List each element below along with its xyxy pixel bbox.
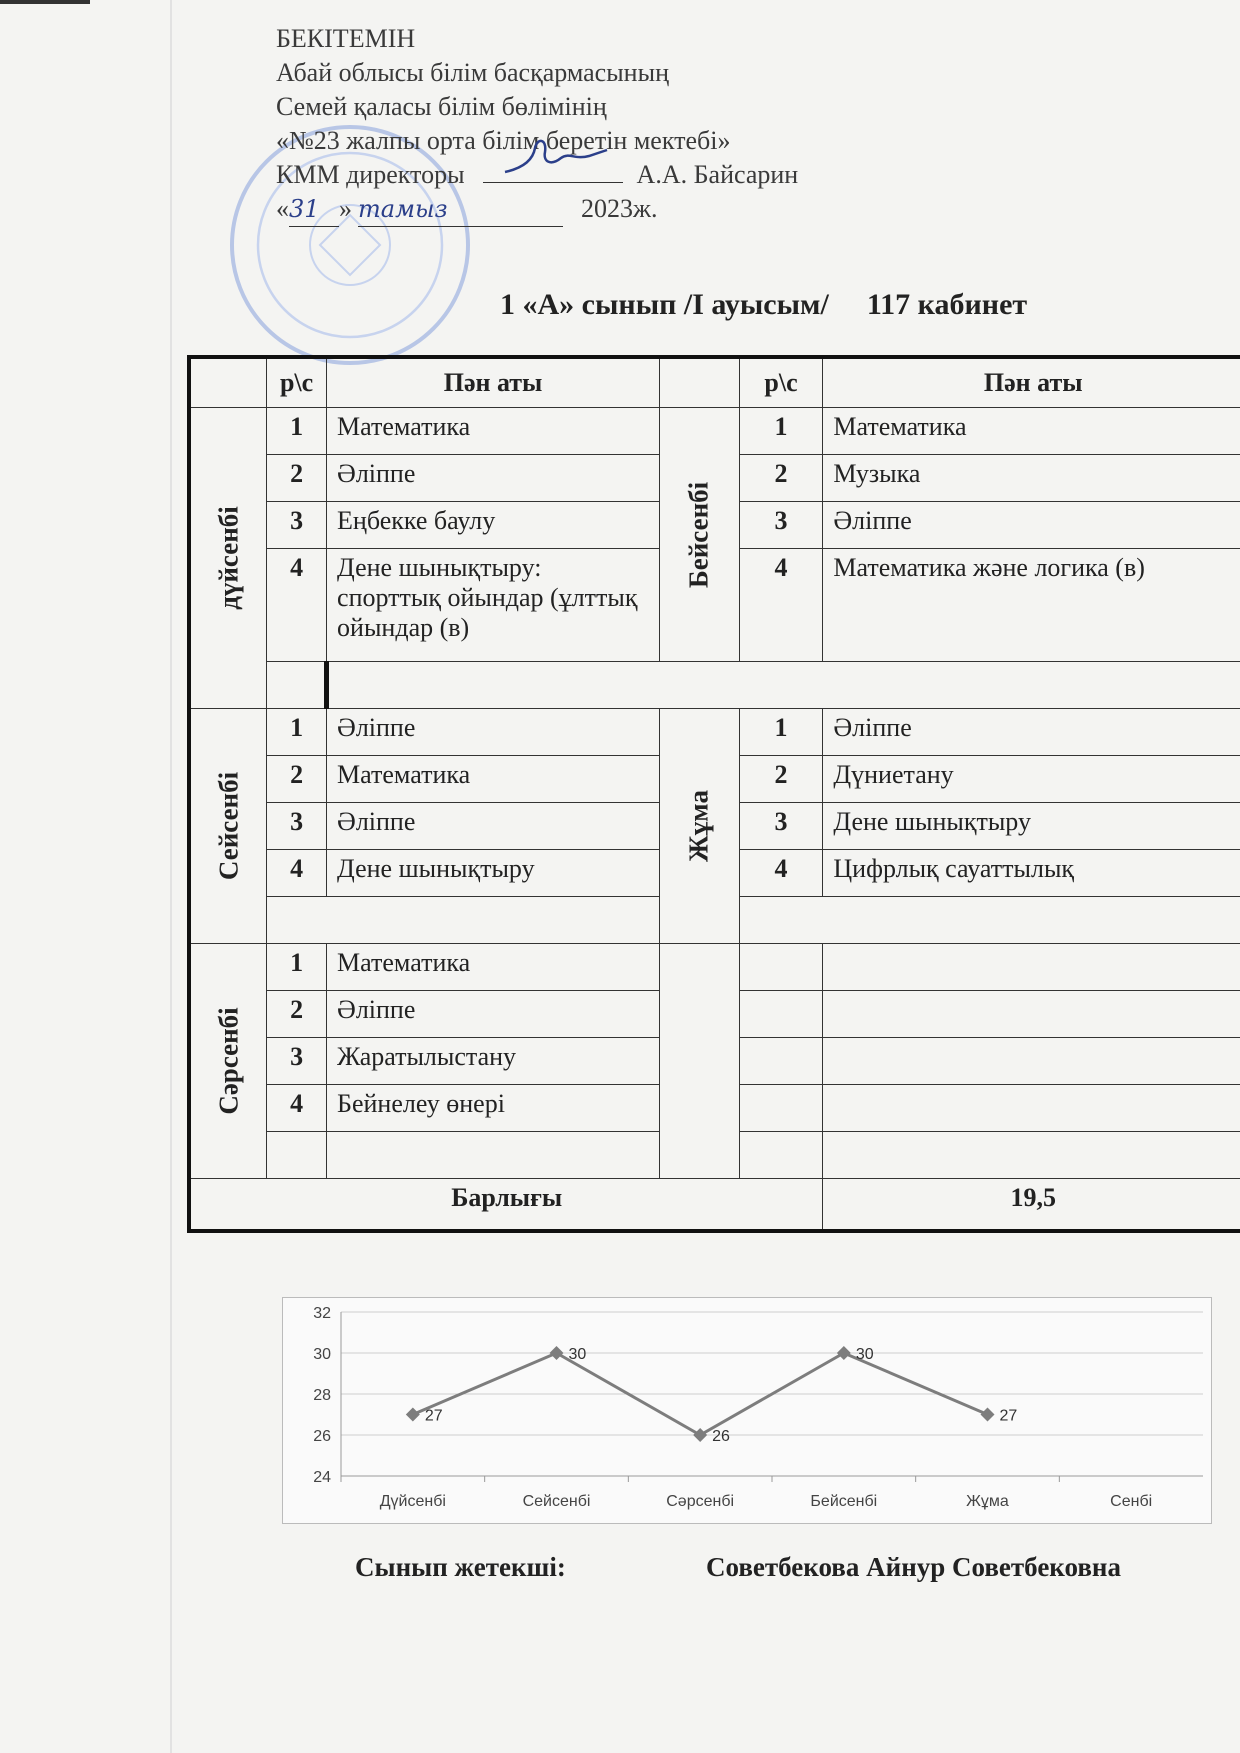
director-name: А.А. Байсарин <box>636 160 799 189</box>
lesson-number: 3 <box>267 803 327 850</box>
lesson-subject: Дене шынықтыру <box>327 850 660 897</box>
data-label: 27 <box>999 1407 1018 1425</box>
empty-cell <box>739 1132 823 1179</box>
lesson-subject: Цифрлық сауаттылық <box>823 850 1240 897</box>
y-tick-label: 30 <box>313 1346 331 1363</box>
lesson-subject: Әліппе <box>327 709 660 756</box>
lesson-subject: Математика <box>327 408 660 455</box>
y-tick-label: 32 <box>313 1305 331 1322</box>
data-label: 26 <box>712 1428 730 1445</box>
y-tick-label: 24 <box>313 1469 331 1486</box>
empty-day-cell <box>660 944 740 1179</box>
lesson-number: 1 <box>267 709 327 756</box>
lesson-subject: Жаратылыстану <box>327 1038 660 1085</box>
lesson-number: 3 <box>739 502 823 549</box>
x-tick-label: Сенбі <box>1110 1493 1153 1510</box>
empty-cell <box>267 897 660 944</box>
approval-org-region: Абай облысы білім басқармасының <box>276 58 669 87</box>
y-tick-label: 28 <box>313 1387 331 1404</box>
lesson-number: 3 <box>267 1038 327 1085</box>
empty-cell <box>327 662 1240 709</box>
data-point <box>981 1408 995 1422</box>
lesson-number: 1 <box>739 709 823 756</box>
lesson-number: 4 <box>267 850 327 897</box>
scan-edge <box>0 0 90 4</box>
table-row <box>189 709 1240 756</box>
class-teacher-name: Советбекова Айнур Советбековна <box>706 1552 1121 1582</box>
director-signature <box>493 130 613 180</box>
lesson-number: 2 <box>267 991 327 1038</box>
data-point <box>550 1346 564 1360</box>
empty-cell <box>739 991 823 1038</box>
lesson-subject: Еңбекке баулу <box>327 502 660 549</box>
empty-cell <box>823 1085 1240 1132</box>
hours-chart <box>282 1297 1212 1524</box>
empty-cell <box>267 662 327 709</box>
approval-org-city: Семей қаласы білім бөлімінің <box>276 92 607 121</box>
data-point <box>406 1408 420 1422</box>
hours-line-chart <box>283 1298 1211 1523</box>
class-teacher-label: Сынып жетекші: <box>355 1552 566 1582</box>
lesson-number: 1 <box>739 408 823 455</box>
lesson-number: 2 <box>267 756 327 803</box>
lesson-subject: Математика және логика (в) <box>823 549 1240 662</box>
lesson-number: 4 <box>267 1085 327 1132</box>
lesson-subject: Әліппе <box>823 709 1240 756</box>
data-label: 27 <box>424 1407 443 1425</box>
lesson-subject: Математика <box>327 756 660 803</box>
table-row <box>189 944 1240 991</box>
lesson-number: 2 <box>739 756 823 803</box>
table-header-row <box>189 357 1240 408</box>
lesson-subject: Музыка <box>823 455 1240 502</box>
lesson-number: 3 <box>267 502 327 549</box>
fold-line <box>170 0 172 1753</box>
class-shift: 1 «А» сынып /І ауысым/ <box>500 288 829 321</box>
empty-cell <box>739 944 823 991</box>
lesson-number: 2 <box>267 455 327 502</box>
lesson-subject: Әліппе <box>327 991 660 1038</box>
date-day: 31 <box>289 195 320 223</box>
lesson-subject: Әліппе <box>327 455 660 502</box>
empty-cell <box>739 1038 823 1085</box>
lesson-number: 4 <box>739 549 823 662</box>
lesson-subject: Дүниетану <box>823 756 1240 803</box>
empty-cell <box>823 1132 1240 1179</box>
day-thursday: Бейсенбі <box>660 408 740 662</box>
header-num-left: р\с <box>267 357 327 408</box>
lesson-number: 2 <box>739 455 823 502</box>
data-label: 30 <box>855 1346 874 1363</box>
header-subject-left: Пән аты <box>327 357 660 408</box>
approval-title: БЕКІТЕМІН <box>276 24 416 53</box>
date-month: тамыз <box>358 195 448 223</box>
lesson-subject: Әліппе <box>327 803 660 850</box>
empty-cell <box>823 944 1240 991</box>
date-open-quote: « <box>276 194 289 223</box>
table-row <box>189 408 1240 455</box>
lesson-number: 4 <box>739 850 823 897</box>
day-wednesday: Сәрсенбі <box>189 944 267 1179</box>
empty-cell <box>739 897 1240 944</box>
header-num-right: р\с <box>739 357 823 408</box>
lesson-number: 1 <box>267 408 327 455</box>
header-day-left <box>189 357 267 408</box>
y-tick-label: 26 <box>313 1428 331 1445</box>
lesson-number: 3 <box>739 803 823 850</box>
lesson-subject: Математика <box>327 944 660 991</box>
lesson-subject: Математика <box>823 408 1240 455</box>
lesson-number: 4 <box>267 549 327 662</box>
lesson-subject: Дене шынықтыру <box>823 803 1240 850</box>
table-row-empty <box>189 662 1240 709</box>
lesson-subject: Дене шынықтыру: спорттық ойындар (ұлттық ойындар (в) <box>327 549 660 662</box>
empty-cell <box>327 1132 660 1179</box>
date-close-quote: » <box>339 194 352 223</box>
empty-cell <box>267 1132 327 1179</box>
day-monday: дүйсенбі <box>189 408 267 709</box>
data-point <box>837 1346 851 1360</box>
approval-block <box>276 22 798 227</box>
director-label: КММ директоры <box>276 160 465 189</box>
total-label: Барлығы <box>189 1179 823 1232</box>
lesson-subject: Әліппе <box>823 502 1240 549</box>
header-subject-right: Пән аты <box>823 357 1240 408</box>
lesson-subject: Бейнелеу өнері <box>327 1085 660 1132</box>
schedule-table <box>187 355 1240 1233</box>
x-tick-label: Жұма <box>966 1493 1009 1510</box>
schedule-heading <box>500 288 1027 322</box>
lesson-number: 1 <box>267 944 327 991</box>
x-tick-label: Сейсенбі <box>522 1493 591 1510</box>
room-number: 117 кабинет <box>866 288 1028 321</box>
x-tick-label: Бейсенбі <box>810 1493 878 1510</box>
total-row <box>189 1179 1240 1232</box>
header-day-right <box>660 357 740 408</box>
day-friday: Жұма <box>660 709 740 944</box>
date-month-field <box>358 192 563 227</box>
x-tick-label: Дүйсенбі <box>379 1493 446 1510</box>
day-tuesday: Сейсенбі <box>189 709 267 944</box>
empty-cell <box>823 1038 1240 1085</box>
total-value: 19,5 <box>823 1179 1240 1232</box>
approval-director-line <box>276 158 798 192</box>
empty-cell <box>823 991 1240 1038</box>
data-label: 30 <box>568 1346 587 1363</box>
data-point <box>693 1428 707 1442</box>
date-day-field <box>289 192 339 227</box>
empty-cell <box>739 1085 823 1132</box>
approval-school: «№23 жалпы орта білім беретін мектебі» <box>276 126 731 155</box>
signature-line <box>483 160 623 183</box>
approval-date-line <box>276 192 798 227</box>
x-tick-label: Сәрсенбі <box>666 1493 735 1510</box>
date-year: 2023ж. <box>581 194 658 223</box>
